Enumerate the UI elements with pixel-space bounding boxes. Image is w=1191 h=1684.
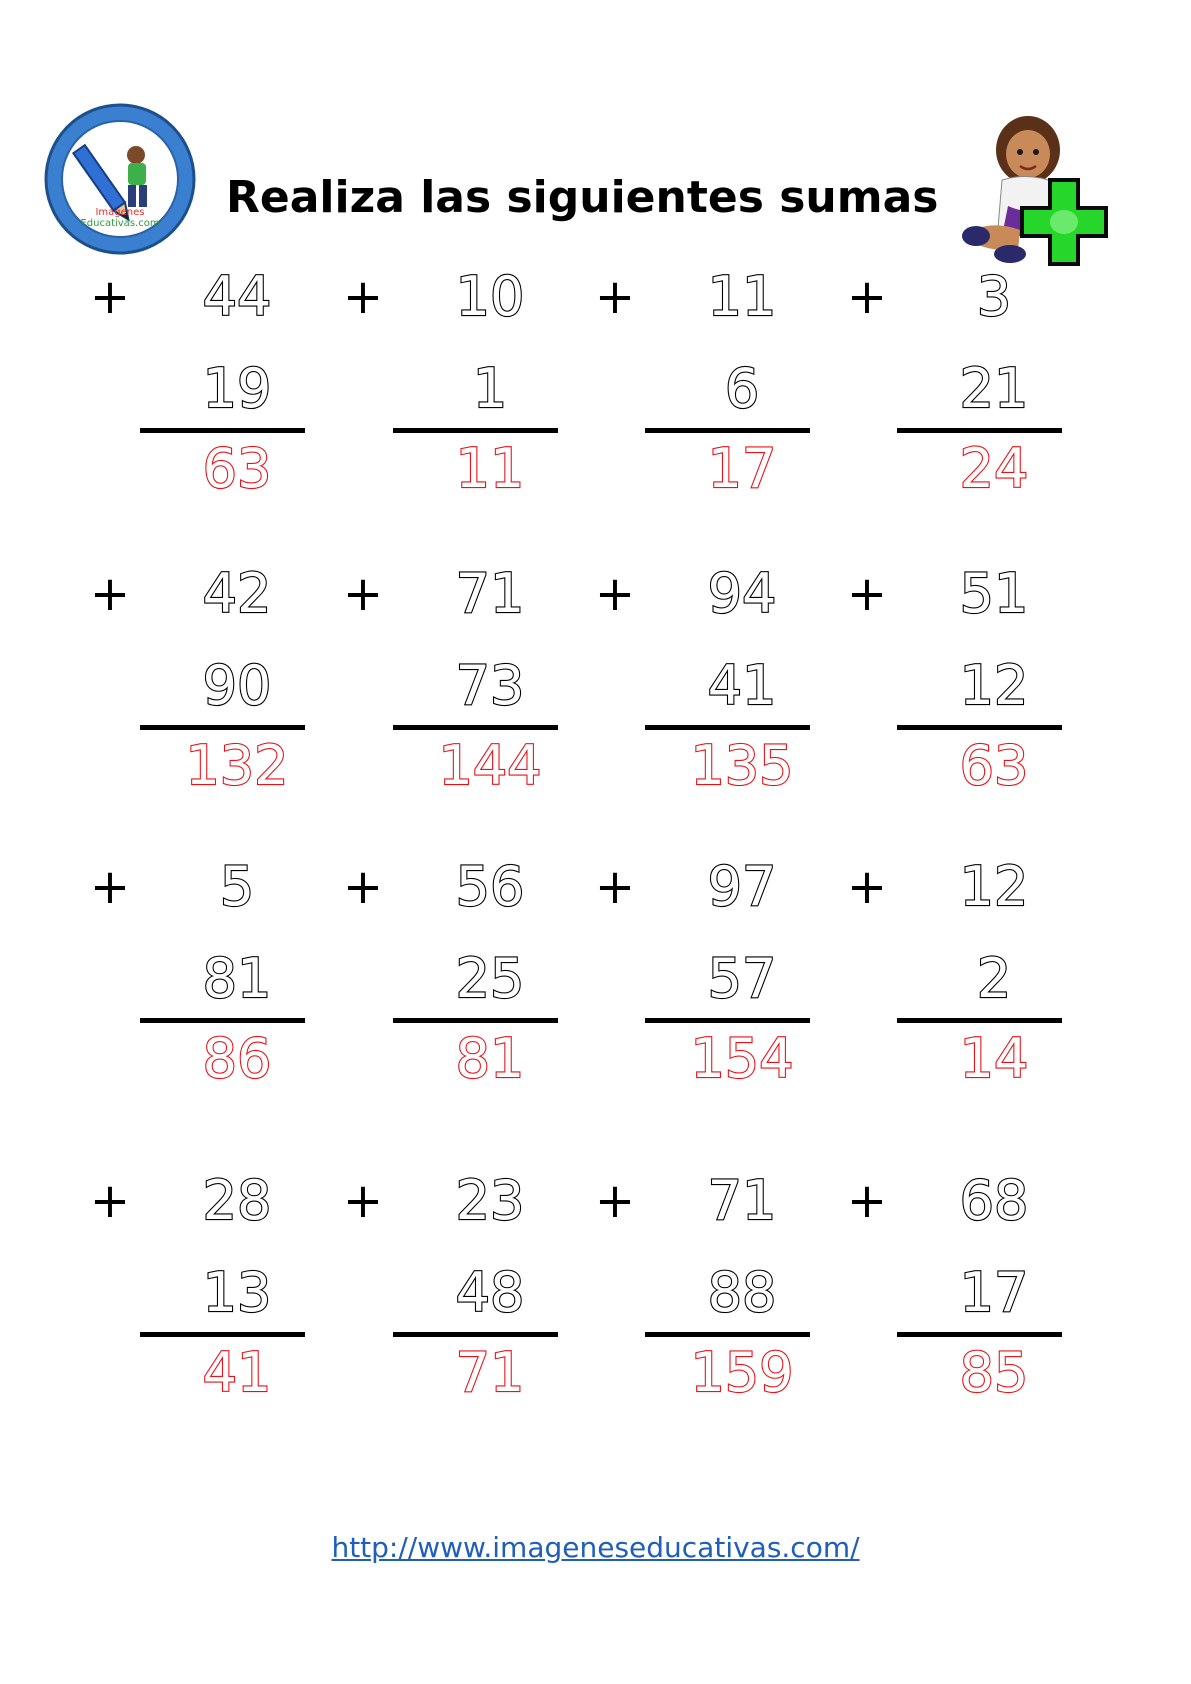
plus-sign: + (342, 859, 384, 915)
sum-line (393, 725, 558, 730)
first-addend: 10 (455, 265, 525, 328)
sum-answer: 86 (202, 1027, 272, 1090)
plus-sign: + (594, 566, 636, 622)
second-addend: 48 (455, 1261, 525, 1324)
addition-problem (338, 262, 608, 500)
first-addend: 68 (959, 1169, 1029, 1232)
first-addend: 3 (976, 265, 1012, 328)
pencil-kid-logo-icon (44, 103, 196, 255)
sum-answer: 135 (690, 734, 794, 797)
sum-answer: 154 (690, 1027, 794, 1090)
first-addend: 11 (707, 265, 777, 328)
addition-problem (842, 559, 1112, 797)
plus-sign: + (846, 859, 888, 915)
plus-sign: + (342, 269, 384, 325)
first-addend: 56 (455, 855, 525, 918)
plus-sign: + (89, 566, 131, 622)
first-addend: 51 (959, 562, 1029, 625)
second-addend: 25 (455, 947, 525, 1010)
first-addend: 71 (707, 1169, 777, 1232)
addition-problem (590, 262, 860, 500)
sum-answer: 85 (959, 1341, 1029, 1404)
sum-line (897, 1332, 1062, 1337)
sum-answer: 159 (690, 1341, 794, 1404)
second-addend: 73 (455, 654, 525, 717)
addition-problem (85, 1166, 355, 1404)
first-addend: 97 (707, 855, 777, 918)
addition-problem (85, 852, 355, 1090)
addition-problem (590, 1166, 860, 1404)
second-addend: 81 (202, 947, 272, 1010)
sum-answer: 144 (438, 734, 542, 797)
plus-sign: + (89, 269, 131, 325)
addition-problem (842, 1166, 1112, 1404)
sum-answer: 17 (707, 437, 777, 500)
sum-line (393, 1332, 558, 1337)
plus-sign: + (594, 1173, 636, 1229)
website-link[interactable]: http://www.imageneseducativas.com/ (331, 1531, 860, 1564)
plus-sign: + (89, 1173, 131, 1229)
sum-line (140, 1018, 305, 1023)
sum-answer: 14 (959, 1027, 1029, 1090)
sum-answer: 81 (455, 1027, 525, 1090)
sum-line (393, 1018, 558, 1023)
first-addend: 23 (455, 1169, 525, 1232)
plus-sign: + (846, 566, 888, 622)
addition-problem (85, 262, 355, 500)
second-addend: 1 (472, 357, 508, 420)
first-addend: 12 (959, 855, 1029, 918)
second-addend: 57 (707, 947, 777, 1010)
plus-sign: + (342, 1173, 384, 1229)
addition-problem (842, 852, 1112, 1090)
plus-sign: + (594, 269, 636, 325)
first-addend: 5 (219, 855, 255, 918)
first-addend: 28 (202, 1169, 272, 1232)
sum-line (645, 725, 810, 730)
plus-sign: + (594, 859, 636, 915)
sum-answer: 71 (455, 1341, 525, 1404)
sum-answer: 132 (185, 734, 289, 797)
addition-problem (338, 852, 608, 1090)
page-title: Realiza las siguientes sumas (226, 172, 939, 223)
second-addend: 19 (202, 357, 272, 420)
second-addend: 41 (707, 654, 777, 717)
sum-line (140, 1332, 305, 1337)
svg-text:Imagenes: Imagenes (95, 207, 145, 218)
addition-problem (590, 559, 860, 797)
sum-line (897, 1018, 1062, 1023)
sum-answer: 41 (202, 1341, 272, 1404)
sum-line (897, 725, 1062, 730)
sum-answer: 24 (959, 437, 1029, 500)
plus-sign: + (846, 269, 888, 325)
first-addend: 44 (202, 265, 272, 328)
sum-line (645, 1018, 810, 1023)
sum-line (140, 725, 305, 730)
sum-line (645, 428, 810, 433)
second-addend: 90 (202, 654, 272, 717)
second-addend: 6 (724, 357, 760, 420)
addition-problem (338, 559, 608, 797)
sum-answer: 11 (455, 437, 525, 500)
plus-sign: + (342, 566, 384, 622)
plus-sign: + (846, 1173, 888, 1229)
plus-sign: + (89, 859, 131, 915)
sum-answer: 63 (959, 734, 1029, 797)
second-addend: 21 (959, 357, 1029, 420)
first-addend: 94 (707, 562, 777, 625)
first-addend: 42 (202, 562, 272, 625)
first-addend: 71 (455, 562, 525, 625)
svg-text:Educativas.com: Educativas.com (80, 218, 160, 229)
addition-problem (842, 262, 1112, 500)
sum-line (645, 1332, 810, 1337)
second-addend: 13 (202, 1261, 272, 1324)
second-addend: 2 (976, 947, 1012, 1010)
second-addend: 17 (959, 1261, 1029, 1324)
sum-line (393, 428, 558, 433)
addition-problem (85, 559, 355, 797)
second-addend: 12 (959, 654, 1029, 717)
second-addend: 88 (707, 1261, 777, 1324)
sum-answer: 63 (202, 437, 272, 500)
sum-line (897, 428, 1062, 433)
addition-problem (338, 1166, 608, 1404)
addition-problem (590, 852, 860, 1090)
sum-line (140, 428, 305, 433)
